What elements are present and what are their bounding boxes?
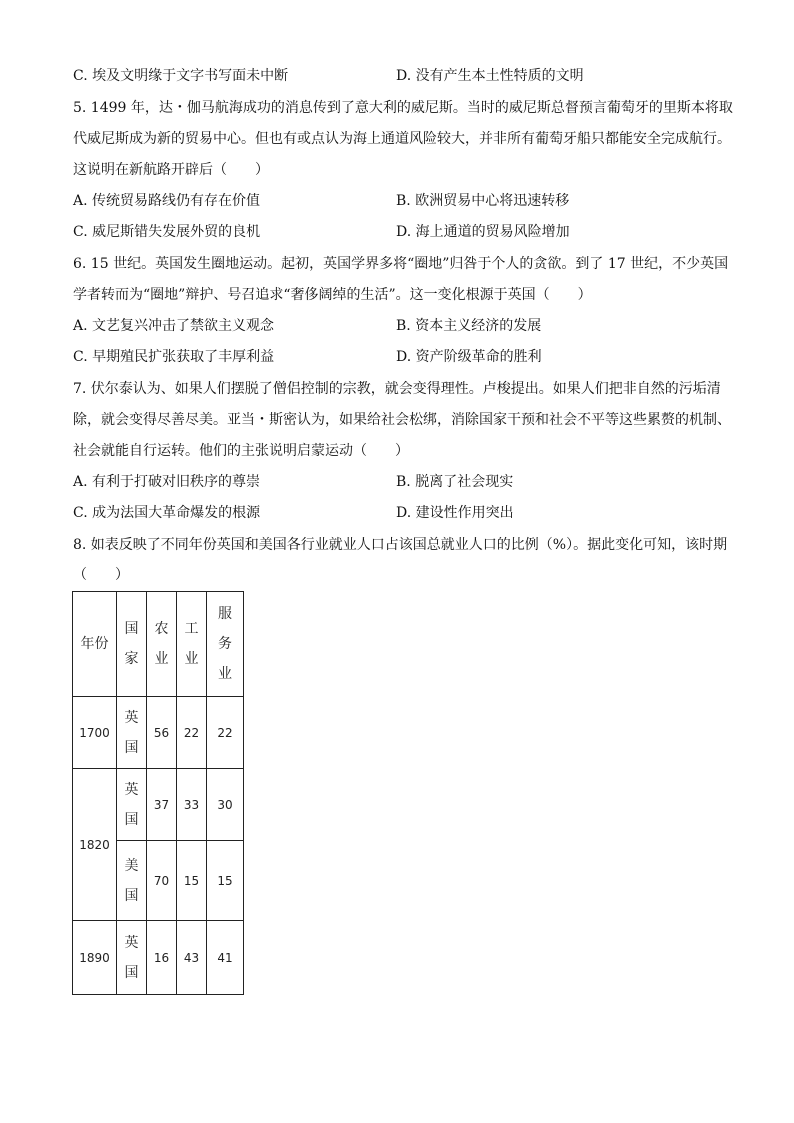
q7-option-a: A. 有利于打破对旧秩序的尊崇 xyxy=(73,474,261,490)
q5-stem-line-2: 代威尼斯成为新的贸易中心。但也有或点认为海上通道风险较大，并非所有葡萄牙船只都能安全完成航行。 xyxy=(73,131,731,147)
q7-stem-line-3: 社会就能自行运转。他们的主张说明启蒙运动（ ） xyxy=(73,443,409,459)
q5-option-b: B. 欧洲贸易中心将迅速转移 xyxy=(396,193,570,209)
header-country: 国家 xyxy=(117,592,147,697)
cell-country: 美国 xyxy=(117,841,147,921)
cell-country: 英国 xyxy=(117,921,147,995)
cell-service: 30 xyxy=(207,769,244,841)
cell-year: 1890 xyxy=(73,921,117,995)
employment-table xyxy=(72,591,244,995)
q6-option-a: A. 文艺复兴冲击了禁欲主义观念 xyxy=(73,318,275,334)
cell-industry: 33 xyxy=(177,769,207,841)
q6-option-c: C. 早期殖民扩张获取了丰厚利益 xyxy=(73,349,275,365)
q7-stem-line-1: 7. 伏尔泰认为、如果人们摆脱了僧侣控制的宗教，就会变得理性。卢梭提出。如果人们把非自然的污垢清 xyxy=(73,381,721,397)
cell-year: 1700 xyxy=(73,697,117,769)
q6-option-d: D. 资产阶级革命的胜利 xyxy=(396,349,542,365)
table-row xyxy=(73,921,244,995)
table-row xyxy=(73,697,244,769)
q5-option-a: A. 传统贸易路线仍有存在价值 xyxy=(73,193,261,209)
cell-service: 22 xyxy=(207,697,244,769)
q5-stem-line-1: 5. 1499 年，达・伽马航海成功的消息传到了意大利的威尼斯。当时的威尼斯总督预言葡萄牙的里斯本将取 xyxy=(73,100,733,116)
q7-option-b: B. 脱离了社会现实 xyxy=(396,474,514,490)
cell-industry: 43 xyxy=(177,921,207,995)
header-service: 服务业 xyxy=(207,592,244,697)
cell-service: 41 xyxy=(207,921,244,995)
cell-year: 1820 xyxy=(73,769,117,921)
cell-industry: 15 xyxy=(177,841,207,921)
q4-option-c: C. 埃及文明缘于文字书写面未中断 xyxy=(73,68,289,84)
cell-industry: 22 xyxy=(177,697,207,769)
q5-option-d: D. 海上通道的贸易风险增加 xyxy=(396,224,570,240)
cell-agriculture: 16 xyxy=(147,921,177,995)
table-header-row xyxy=(73,592,244,697)
q8-stem-line-2: （ ） xyxy=(73,567,129,583)
header-year: 年份 xyxy=(73,592,117,697)
table-row xyxy=(73,769,244,841)
q5-stem-line-3: 这说明在新航路开辟后（ ） xyxy=(73,162,269,178)
q7-option-c: C. 成为法国大革命爆发的根源 xyxy=(73,505,261,521)
cell-country: 英国 xyxy=(117,697,147,769)
q6-stem-line-2: 学者转而为“圈地”辩护、号召追求“奢侈阔绰的生活”。这一变化根源于英国（ ） xyxy=(73,287,592,303)
cell-agriculture: 70 xyxy=(147,841,177,921)
cell-agriculture: 56 xyxy=(147,697,177,769)
cell-country: 英国 xyxy=(117,769,147,841)
q8-stem-line-1: 8. 如表反映了不同年份英国和美国各行业就业人口占该国总就业人口的比例（%）。据此变化可知，该时期 xyxy=(73,537,728,553)
q4-option-d: D. 没有产生本土性特质的文明 xyxy=(396,68,584,84)
q5-option-c: C. 威尼斯错失发展外贸的良机 xyxy=(73,224,261,240)
cell-service: 15 xyxy=(207,841,244,921)
q6-stem-line-1: 6. 15 世纪。英国发生圈地运动。起初，英国学界多将“圈地”归咎于个人的贪欲。到了 17 世纪，不少英国 xyxy=(73,256,729,272)
cell-agriculture: 37 xyxy=(147,769,177,841)
header-agriculture: 农业 xyxy=(147,592,177,697)
q6-option-b: B. 资本主义经济的发展 xyxy=(396,318,542,334)
q7-stem-line-2: 除，就会变得尽善尽美。亚当・斯密认为，如果给社会松绑，消除国家干预和社会不平等这些累赘的机制、 xyxy=(73,412,731,428)
header-industry: 工业 xyxy=(177,592,207,697)
q7-option-d: D. 建设性作用突出 xyxy=(396,505,514,521)
